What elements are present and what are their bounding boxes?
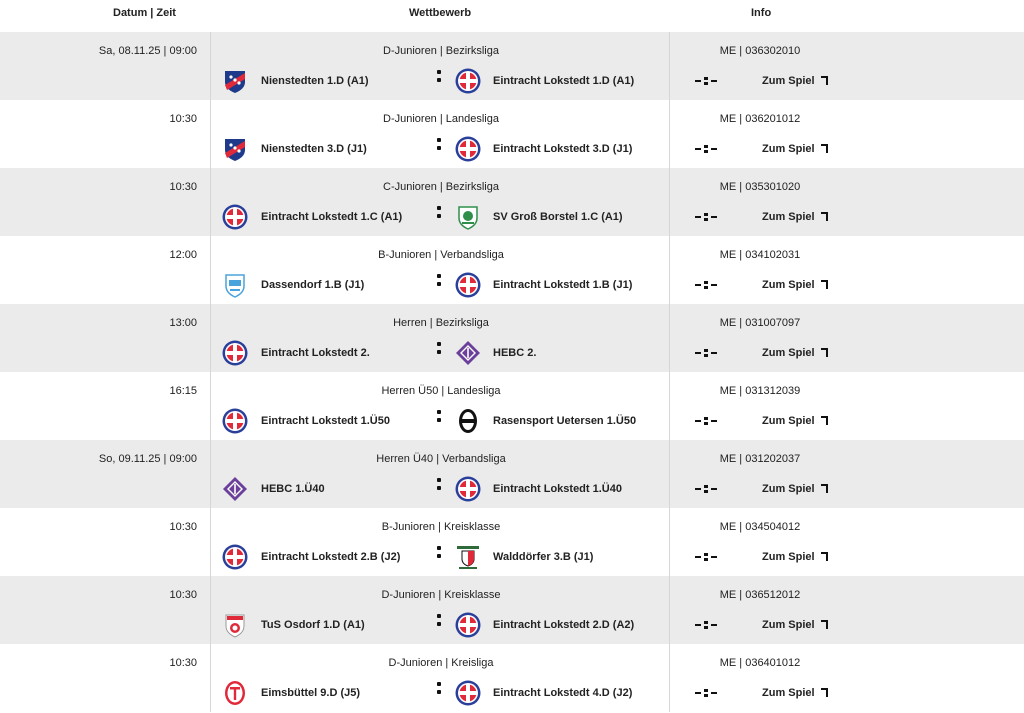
match-competition: B-Junioren | Verbandsliga [378, 249, 504, 261]
header-date-time: Datum | Zeit [113, 7, 176, 19]
match-row [0, 372, 1024, 440]
score-placeholder-icon [695, 213, 719, 221]
score-placeholder-icon [695, 689, 719, 697]
column-divider [669, 644, 670, 712]
zum-spiel-link[interactable] [762, 551, 828, 563]
zum-spiel-label[interactable]: Zum Spiel [762, 75, 815, 87]
score-separator [437, 342, 441, 356]
column-divider [210, 576, 211, 644]
column-divider [210, 304, 211, 372]
match-datetime: 10:30 [169, 657, 197, 669]
column-divider [669, 168, 670, 236]
home-team-name: Nienstedten 3.D (J1) [261, 143, 367, 155]
match-list [0, 32, 1024, 712]
column-divider [210, 100, 211, 168]
eintracht-logo-icon [222, 544, 248, 570]
zum-spiel-label[interactable]: Zum Spiel [762, 619, 815, 631]
score-placeholder-icon [695, 485, 719, 493]
home-team-name: Eintracht Lokstedt 2. [261, 347, 370, 359]
score-separator [437, 70, 441, 84]
score-placeholder-icon [695, 349, 719, 357]
score-separator [437, 682, 441, 696]
home-team-name: Nienstedten 1.D (A1) [261, 75, 369, 87]
zum-spiel-link[interactable] [762, 75, 828, 87]
away-team-name: Eintracht Lokstedt 2.D (A2) [493, 619, 635, 631]
corner-arrow-icon [821, 348, 828, 357]
eimsbuettel-logo-icon [222, 680, 248, 706]
corner-arrow-icon [821, 144, 828, 153]
column-divider [210, 440, 211, 508]
score-separator [437, 478, 441, 492]
zum-spiel-link[interactable] [762, 687, 828, 699]
eintracht-logo-icon [222, 204, 248, 230]
zum-spiel-label[interactable]: Zum Spiel [762, 415, 815, 427]
corner-arrow-icon [821, 484, 828, 493]
column-divider [210, 372, 211, 440]
match-datetime: 16:15 [169, 385, 197, 397]
match-datetime: So, 09.11.25 | 09:00 [98, 453, 197, 465]
match-id: ME | 031202037 [719, 453, 801, 465]
match-row [0, 168, 1024, 236]
table-header [0, 0, 1024, 32]
zum-spiel-label[interactable]: Zum Spiel [762, 347, 815, 359]
dassendorf-logo-icon [222, 272, 248, 298]
header-info: Info [751, 7, 772, 19]
match-datetime: 13:00 [169, 317, 197, 329]
match-datetime: Sa, 08.11.25 | 09:00 [98, 45, 197, 57]
away-team-name: Eintracht Lokstedt 1.Ü40 [493, 483, 622, 495]
zum-spiel-link[interactable] [762, 143, 828, 155]
score-separator [437, 546, 441, 560]
away-team-name: Eintracht Lokstedt 1.B (J1) [493, 279, 633, 291]
home-team-name: HEBC 1.Ü40 [261, 483, 325, 495]
column-divider [210, 32, 211, 100]
zum-spiel-label[interactable]: Zum Spiel [762, 143, 815, 155]
score-placeholder-icon [695, 417, 719, 425]
column-divider [669, 236, 670, 304]
zum-spiel-link[interactable] [762, 415, 828, 427]
match-row [0, 100, 1024, 168]
score-placeholder-icon [695, 77, 719, 85]
corner-arrow-icon [821, 620, 828, 629]
away-team-name: HEBC 2. [493, 347, 537, 359]
match-row [0, 576, 1024, 644]
match-competition: Herren | Bezirksliga [393, 317, 489, 329]
eintracht-logo-icon [222, 340, 248, 366]
corner-arrow-icon [821, 416, 828, 425]
zum-spiel-link[interactable] [762, 211, 828, 223]
hebc-logo-icon [222, 476, 248, 502]
header-competition: Wettbewerb [409, 7, 472, 19]
home-team-name: Eintracht Lokstedt 1.C (A1) [261, 211, 403, 223]
match-competition: D-Junioren | Landesliga [383, 113, 499, 125]
away-team-name: Rasensport Uetersen 1.Ü50 [493, 415, 637, 427]
eintracht-logo-icon [455, 136, 481, 162]
match-id: ME | 031312039 [719, 385, 801, 397]
away-team-name: SV Groß Borstel 1.C (A1) [493, 211, 623, 223]
zum-spiel-link[interactable] [762, 279, 828, 291]
score-placeholder-icon [695, 621, 719, 629]
zum-spiel-label[interactable]: Zum Spiel [762, 687, 815, 699]
score-separator [437, 206, 441, 220]
match-id: ME | 036201012 [719, 113, 801, 125]
match-datetime: 10:30 [169, 113, 197, 125]
column-divider [210, 168, 211, 236]
zum-spiel-link[interactable] [762, 619, 828, 631]
match-row [0, 236, 1024, 304]
corner-arrow-icon [821, 552, 828, 561]
score-separator [437, 138, 441, 152]
zum-spiel-link[interactable] [762, 347, 828, 359]
corner-arrow-icon [821, 76, 828, 85]
home-team-name: Dassendorf 1.B (J1) [261, 279, 365, 291]
match-competition: C-Junioren | Bezirksliga [383, 181, 499, 193]
column-divider [669, 508, 670, 576]
zum-spiel-label[interactable]: Zum Spiel [762, 279, 815, 291]
eintracht-logo-icon [222, 408, 248, 434]
corner-arrow-icon [821, 688, 828, 697]
corner-arrow-icon [821, 280, 828, 289]
column-divider [669, 32, 670, 100]
column-divider [210, 508, 211, 576]
match-datetime: 10:30 [169, 589, 197, 601]
match-row [0, 644, 1024, 712]
match-competition: D-Junioren | Bezirksliga [383, 45, 499, 57]
osdorf-logo-icon [222, 612, 248, 638]
match-row [0, 304, 1024, 372]
eintracht-logo-icon [455, 272, 481, 298]
zum-spiel-link[interactable] [762, 483, 828, 495]
eintracht-logo-icon [455, 680, 481, 706]
match-id: ME | 034102031 [719, 249, 801, 261]
column-divider [210, 236, 211, 304]
match-id: ME | 035301020 [719, 181, 801, 193]
match-id: ME | 036512012 [719, 589, 801, 601]
match-row [0, 508, 1024, 576]
match-id: ME | 036302010 [719, 45, 801, 57]
match-datetime: 12:00 [169, 249, 197, 261]
score-separator [437, 410, 441, 424]
match-row [0, 440, 1024, 508]
column-divider [669, 440, 670, 508]
zum-spiel-label[interactable]: Zum Spiel [762, 551, 815, 563]
away-team-name: Eintracht Lokstedt 1.D (A1) [493, 75, 635, 87]
grossborstel-logo-icon [455, 204, 481, 230]
nienstedten-logo-icon [222, 68, 248, 94]
score-placeholder-icon [695, 281, 719, 289]
rasensport-logo-icon [455, 408, 481, 434]
zum-spiel-label[interactable]: Zum Spiel [762, 483, 815, 495]
match-competition: D-Junioren | Kreisliga [388, 657, 494, 669]
score-placeholder-icon [695, 145, 719, 153]
score-placeholder-icon [695, 553, 719, 561]
nienstedten-logo-icon [222, 136, 248, 162]
match-datetime: 10:30 [169, 181, 197, 193]
home-team-name: Eintracht Lokstedt 2.B (J2) [261, 551, 401, 563]
corner-arrow-icon [821, 212, 828, 221]
column-divider [210, 644, 211, 712]
match-id: ME | 036401012 [719, 657, 801, 669]
home-team-name: Eimsbüttel 9.D (J5) [261, 687, 361, 699]
column-divider [669, 100, 670, 168]
home-team-name: Eintracht Lokstedt 1.Ü50 [261, 415, 390, 427]
away-team-name: Eintracht Lokstedt 3.D (J1) [493, 143, 633, 155]
home-team-name: TuS Osdorf 1.D (A1) [261, 619, 365, 631]
match-competition: Herren Ü40 | Verbandsliga [376, 453, 506, 465]
column-divider [669, 304, 670, 372]
eintracht-logo-icon [455, 476, 481, 502]
match-competition: B-Junioren | Kreisklasse [381, 521, 501, 533]
zum-spiel-label[interactable]: Zum Spiel [762, 211, 815, 223]
hebc-logo-icon [455, 340, 481, 366]
match-competition: D-Junioren | Kreisklasse [381, 589, 501, 601]
column-divider [669, 576, 670, 644]
match-id: ME | 031007097 [719, 317, 801, 329]
column-divider [669, 372, 670, 440]
away-team-name: Walddörfer 3.B (J1) [493, 551, 594, 563]
score-separator [437, 274, 441, 288]
match-datetime: 10:30 [169, 521, 197, 533]
eintracht-logo-icon [455, 612, 481, 638]
match-row [0, 32, 1024, 100]
match-id: ME | 034504012 [719, 521, 801, 533]
eintracht-logo-icon [455, 68, 481, 94]
match-competition: Herren Ü50 | Landesliga [381, 385, 501, 397]
away-team-name: Eintracht Lokstedt 4.D (J2) [493, 687, 633, 699]
score-separator [437, 614, 441, 628]
walddoerfer-logo-icon [455, 544, 481, 570]
